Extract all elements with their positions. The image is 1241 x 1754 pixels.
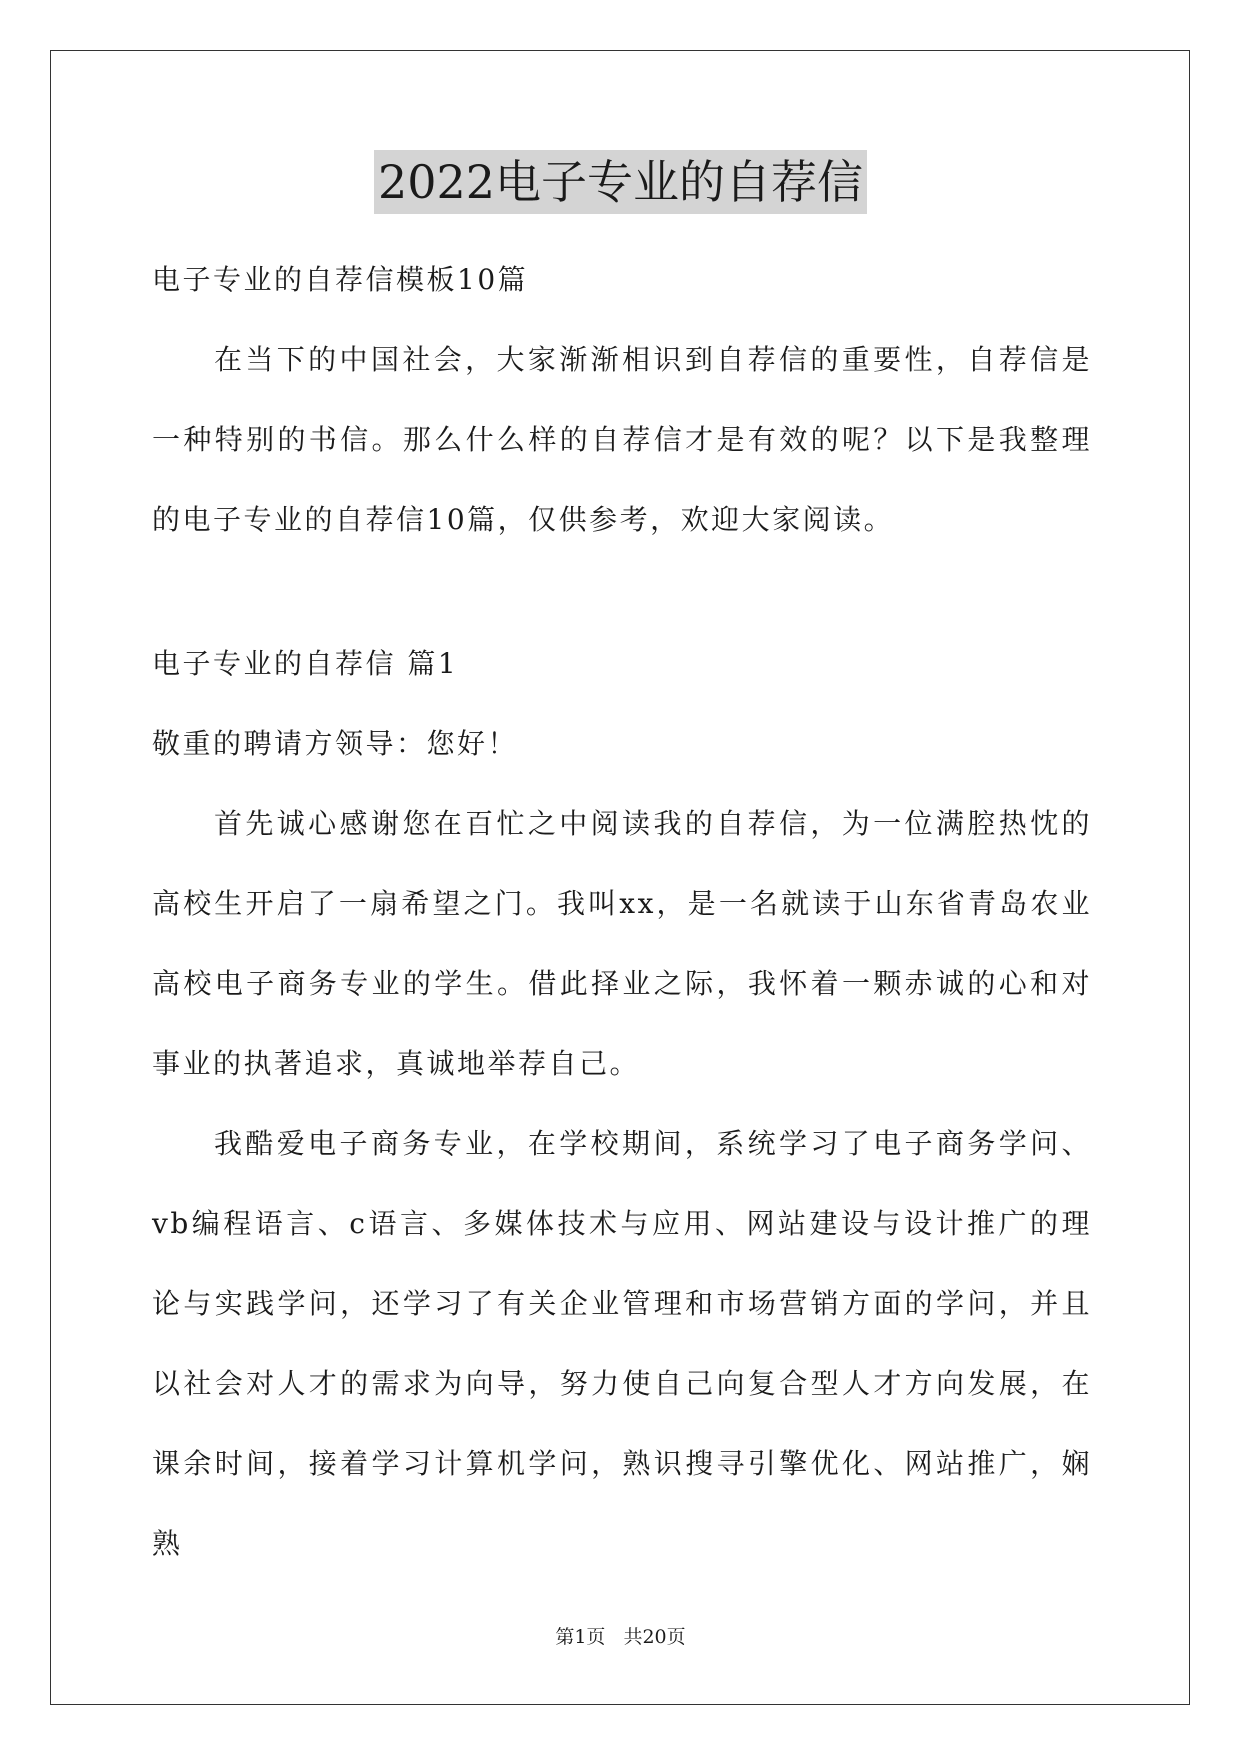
intro-paragraph: 在当下的中国社会，大家渐渐相识到自荐信的重要性，自荐信是一种特别的书信。那么什么样的自荐信才是有效的呢？以下是我整理的电子专业的自荐信10篇，仅供参考，欢迎大家阅读。 — [152, 343, 1092, 536]
page-total: 共20页 — [623, 1626, 686, 1648]
body-paragraph-2: 我酷爱电子商务专业，在学校期间，系统学习了电子商务学问、vb编程语言、c语言、多媒体技术与应用、网站建设与设计推广的理论与实践学问，还学习了有关企业管理和市场营销方面的学问，并且以社会对人才的需求为向导，努力使自己向复合型人才方向发展，在课余时间，接着学习计算机学问，熟识搜寻引擎优化、网站推广，娴熟 — [152, 1127, 1092, 1560]
section-heading: 电子专业的自荐信 篇1 — [152, 647, 459, 680]
letter-greeting: 敬重的聘请方领导：您好！ — [152, 727, 519, 760]
document-body — [152, 240, 1092, 1584]
page-number: 第1页 — [555, 1626, 606, 1648]
section-spacer — [152, 560, 1092, 624]
document-subtitle: 电子专业的自荐信模板10篇 — [152, 263, 529, 296]
document-title: 2022电子专业的自荐信 — [374, 150, 867, 214]
body-paragraph-1: 首先诚心感谢您在百忙之中阅读我的自荐信，为一位满腔热忱的高校生开启了一扇希望之门。我叫xx，是一名就读于山东省青岛农业高校电子商务专业的学生。借此择业之际，我怀着一颗赤诚的心和对事业的执著追求，真诚地举荐自己。 — [152, 807, 1092, 1080]
page-footer — [0, 1622, 1241, 1649]
title-container — [0, 150, 1241, 214]
